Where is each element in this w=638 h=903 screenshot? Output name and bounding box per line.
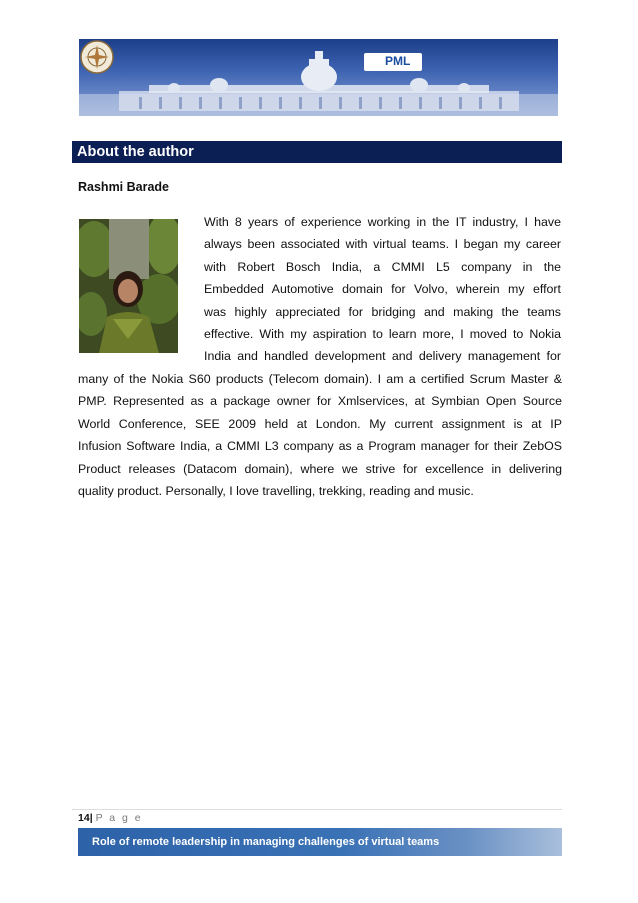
bio-line: with Robert Bosch India, a CMMI L5 company in the [204, 259, 561, 274]
author-name: Rashmi Barade [78, 180, 170, 194]
bio-line: Product releases (Datacom domain), where we strive for excellence in delivering [78, 461, 562, 476]
section-title: About the author [77, 144, 194, 160]
page-word: P a g e [95, 812, 143, 824]
bio-line: many of the Nokia S60 products (Telecom domain). I am a certified Scrum Master & [78, 372, 562, 386]
author-photo [79, 219, 178, 353]
bio-line: Infusion Software India, a CMMI L3 company as a Program manager for their ZebOS [78, 439, 562, 454]
section-header-bar [72, 141, 562, 163]
page-number-value: 14 [78, 812, 90, 824]
bio-line: India and handled development and delivery management for [204, 349, 561, 364]
bio-line: PMP. Represented as a package owner for Xmlservices, at Symbian Open Source [78, 394, 562, 409]
bio-line: always been associated with virtual teams. I began my career [204, 237, 561, 252]
chapter-seal-icon [79, 39, 115, 75]
footer-bar [78, 828, 562, 856]
bio-line: World Conference, SEE 2009 held at London. My current assignment is at IP [78, 416, 562, 431]
footer-divider [72, 809, 562, 810]
bio-line: quality product. Personally, I love travelling, trekking, reading and music. [78, 484, 474, 499]
bio-line: was highly appreciated for bridging and making the teams [204, 304, 561, 319]
bio-line: effective. With my aspiration to learn more, I moved to Nokia [204, 327, 561, 342]
header-banner [79, 39, 558, 116]
footer-title: Role of remote leadership in managing challenges of virtual teams [92, 836, 440, 848]
building-illustration [79, 39, 558, 116]
bio-line: Embedded Automotive domain for Volvo, wherein my effort [204, 282, 561, 297]
author-bio-wrapped [204, 211, 561, 368]
author-bio-full [78, 368, 562, 502]
page-number: 14| P a g e [78, 812, 143, 824]
bio-line: With 8 years of experience working in the IT industry, I have [204, 215, 561, 229]
pmi-logo-text: PML [385, 54, 411, 68]
